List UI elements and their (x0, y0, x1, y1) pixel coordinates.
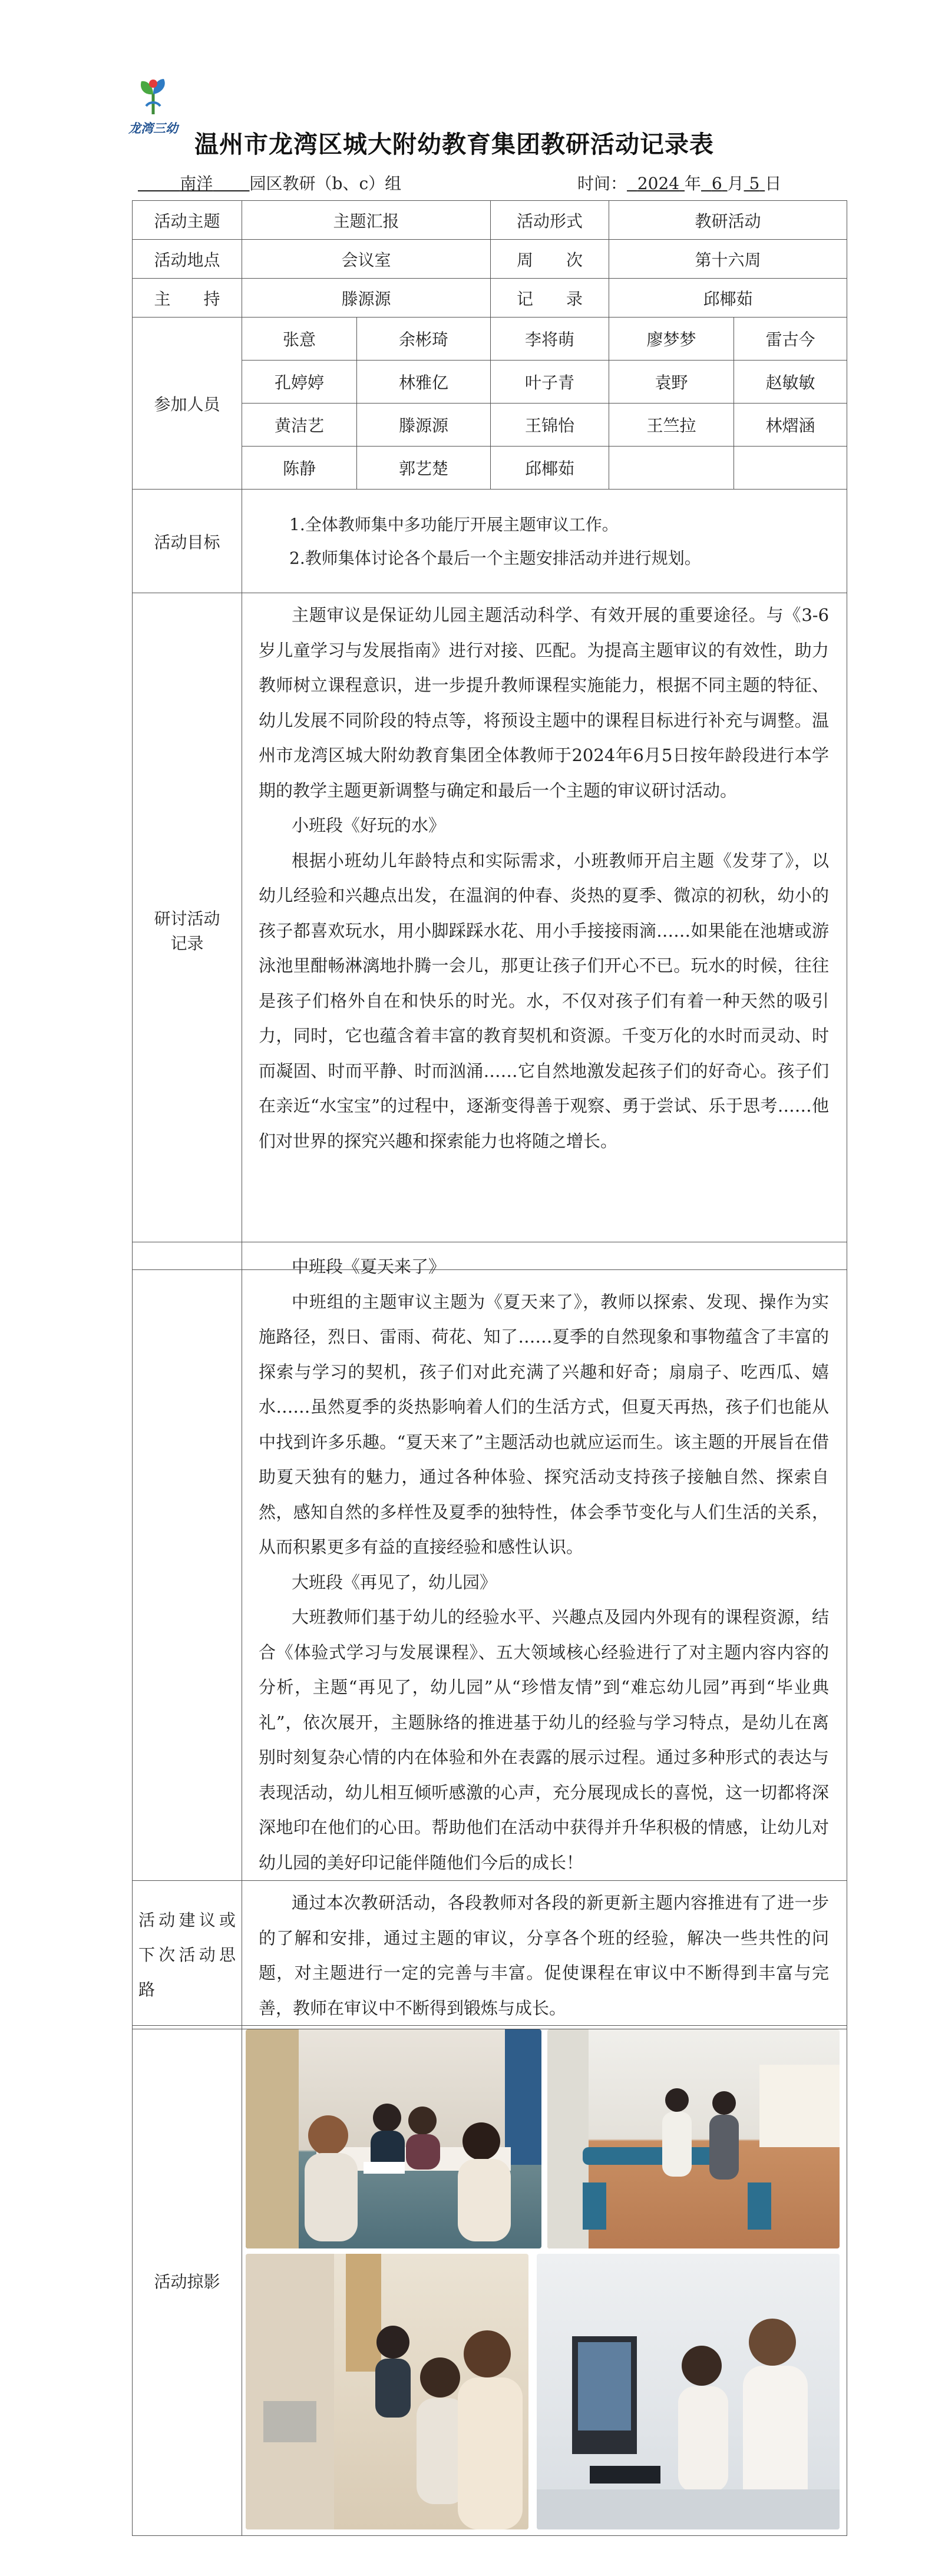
date-month: 6 (711, 174, 722, 193)
suggestion-row (133, 1881, 847, 2029)
goals-content (242, 490, 847, 593)
participant-name: 袁野 (609, 361, 734, 404)
recorder-value: 邱椰茹 (609, 279, 847, 318)
row-host (133, 279, 847, 318)
discussion-content (242, 593, 847, 1270)
participant-name (609, 447, 734, 490)
participant-name: 陈静 (242, 447, 357, 490)
theme-value: 主题汇报 (242, 201, 491, 240)
campus-suffix: 园区教研（b、c）组 (249, 174, 402, 193)
middle-class-text: 中班组的主题审议主题为《夏天来了》，教师以探索、发现、操作为实施路径，烈日、雷雨、荷花、知了……夏季的自然现象和事物蕴含了丰富的探索与学习的契机，孩子们对此充满了兴趣和好奇；扇扇子、吃西瓜、嬉水……虽然夏季的炎热影响着人们的生活方式，但夏天再热，孩子们也能从中找到许多乐趣。“夏天来了”主题活动也就应运而生。该主题的开展旨在借助夏天独有的魅力，通过各种体验、探究活动支持孩子接触自然、探索自然，感知自然的多样性及夏季的独特性，体会季节变化与人们生活的关系，从而积累更多有益的直接经验和感性认识。 (259, 1291, 829, 1557)
week-label: 周 次 (491, 240, 609, 279)
goal-item: 2.教师集体讨论各个最后一个主题安排活动并进行规划。 (289, 548, 701, 568)
campus-group (138, 171, 401, 194)
photo-illustration (547, 2029, 840, 2248)
photo-illustration (246, 2254, 528, 2529)
discussion-continued-label (133, 1242, 242, 1881)
goals-label: 活动目标 (133, 490, 242, 593)
place-value: 会议室 (242, 240, 491, 279)
participant-name: 林熠涵 (734, 404, 847, 447)
participant-name: 黄洁艺 (242, 404, 357, 447)
participant-name: 张意 (242, 318, 357, 361)
row-theme (133, 201, 847, 240)
form-value: 教研活动 (609, 201, 847, 240)
host-label: 主 持 (133, 279, 242, 318)
big-class-title: 大班段《再见了，幼儿园》 (292, 1572, 497, 1592)
record-table-main (132, 200, 847, 1270)
date-day: 5 (749, 174, 760, 193)
discussion-continued-content (242, 1242, 847, 1881)
participants-row (133, 318, 847, 361)
week-value: 第十六周 (609, 240, 847, 279)
goal-item: 1.全体教师集中多功能厅开展主题审议工作。 (289, 514, 619, 534)
page-title: 温州市龙湾区城大附幼教育集团教研活动记录表 (194, 130, 714, 158)
activity-photo-1 (246, 2029, 541, 2248)
logo-icon (136, 75, 171, 117)
photos-label: 活动掠影 (133, 2026, 242, 2536)
photo-illustration (246, 2029, 541, 2248)
participant-name: 叶子青 (491, 361, 609, 404)
participant-name: 李将萌 (491, 318, 609, 361)
activity-photo-3 (246, 2254, 528, 2529)
discussion-continued-row (133, 1242, 847, 1881)
big-class-text: 大班教师们基于幼儿的经验水平、兴趣点及园内外现有的课程资源，结合《体验式学习与发展课程》、五大领域核心经验进行了对主题内容内容的分析，主题“再见了，幼儿园”从“珍惜友情”到“难忘幼儿园”再到“毕业典礼”，依次展开，主题脉络的推进基于幼儿的经验与学习特点，是幼儿在离别时刻复杂心情的内在体验和外在表露的展示过程。通过多种形式的表达与表现活动，幼儿相互倾听感激的心声，充分展现成长的喜悦，这一切都将深深地印在他们的心田。帮助他们在活动中获得并升华积极的情感，让幼儿对幼儿园的美好印记能伴随他们今后的成长！ (259, 1607, 829, 1873)
middle-class-title: 中班段《夏天来了》 (292, 1256, 446, 1277)
participant-name: 孔婷婷 (242, 361, 357, 404)
participants-label: 参加人员 (133, 318, 242, 490)
goals-row (133, 490, 847, 593)
kindergarten-logo (118, 75, 189, 158)
logo-text: 龙湾三幼 (128, 121, 178, 135)
suggestion-content (242, 1881, 847, 2029)
form-label: 活动形式 (491, 201, 609, 240)
activity-photo-2 (547, 2029, 840, 2248)
theme-label: 活动主题 (133, 201, 242, 240)
activity-date: 时间： 2024 年 6 月 5 日 (577, 174, 782, 193)
date-year: 2024 (637, 174, 680, 193)
campus-name-field: 南洋 (180, 174, 213, 193)
participant-name: 廖梦梦 (609, 318, 734, 361)
activity-photo-4 (537, 2254, 840, 2529)
participant-name: 林雅亿 (357, 361, 491, 404)
record-table-continued (132, 1242, 847, 2029)
small-class-text: 根据小班幼儿年龄特点和实际需求，小班教师开启主题《发芽了》，以幼儿经验和兴趣点出发，在温润的仲春、炎热的夏季、微凉的初秋，幼小的孩子都喜欢玩水，用小脚踩踩水花、用小手接接雨滴……如果能在池塘或游泳池里酣畅淋漓地扑腾一会儿，那更让孩子们开心不已。玩水的时候，往往是孩子们格外自在和快乐的时光。水，不仅对孩子们有着一种天然的吸引力，同时，它也蕴含着丰富的教育契机和资源。千变万化的水时而灵动、时而凝固、时而平静、时而汹涌……它自然地激发起孩子们的好奇心。孩子们在亲近“水宝宝”的过程中，逐渐变得善于观察、勇于尝试、乐于思考……他们对世界的探究兴趣和探索能力也将随之增长。 (259, 850, 830, 1151)
discussion-intro: 主题审议是保证幼儿园主题活动科学、有效开展的重要途径。与《3-6岁儿童学习与发展指南》进行对接、匹配。为提高主题审议的有效性，助力教师树立课程意识，进一步提升教师课程实施能力，根据不同主题的特征、幼儿发展不同阶段的特点等，将预设主题中的课程目标进行补充与调整。温州市龙湾区城大附幼教育集团全体教师于2024年6月5日按年龄段进行本学期的教学主题更新调整与确定和最后一个主题的审议研讨活动。 (259, 605, 830, 801)
participant-name: 滕源源 (357, 404, 491, 447)
photo-illustration (537, 2254, 840, 2529)
participant-name: 邱椰茹 (491, 447, 609, 490)
participant-name: 雷古今 (734, 318, 847, 361)
discussion-label: 研讨活动记录 (133, 593, 242, 1270)
participant-name: 赵敏敏 (734, 361, 847, 404)
small-class-title: 小班段《好玩的水》 (292, 815, 446, 835)
participant-name: 郭艺楚 (357, 447, 491, 490)
participant-name: 王竺拉 (609, 404, 734, 447)
recorder-label: 记 录 (491, 279, 609, 318)
participant-name: 余彬琦 (357, 318, 491, 361)
host-value: 滕源源 (242, 279, 491, 318)
place-label: 活动地点 (133, 240, 242, 279)
participant-name: 王锦怡 (491, 404, 609, 447)
row-place (133, 240, 847, 279)
suggestion-text: 通过本次教研活动，各段教师对各段的新更新主题内容推进有了进一步的了解和安排，通过主题的审议，分享各个班的经验，解决一些共性的问题，对主题进行一定的完善与丰富。促使课程在审议中不断得到丰富与完善，教师在审议中不断得到锻炼与成长。 (259, 1893, 829, 2018)
suggestion-label: 活动建议或下次活动思路 (133, 1881, 242, 2029)
participant-name (734, 447, 847, 490)
discussion-row (133, 593, 847, 1270)
